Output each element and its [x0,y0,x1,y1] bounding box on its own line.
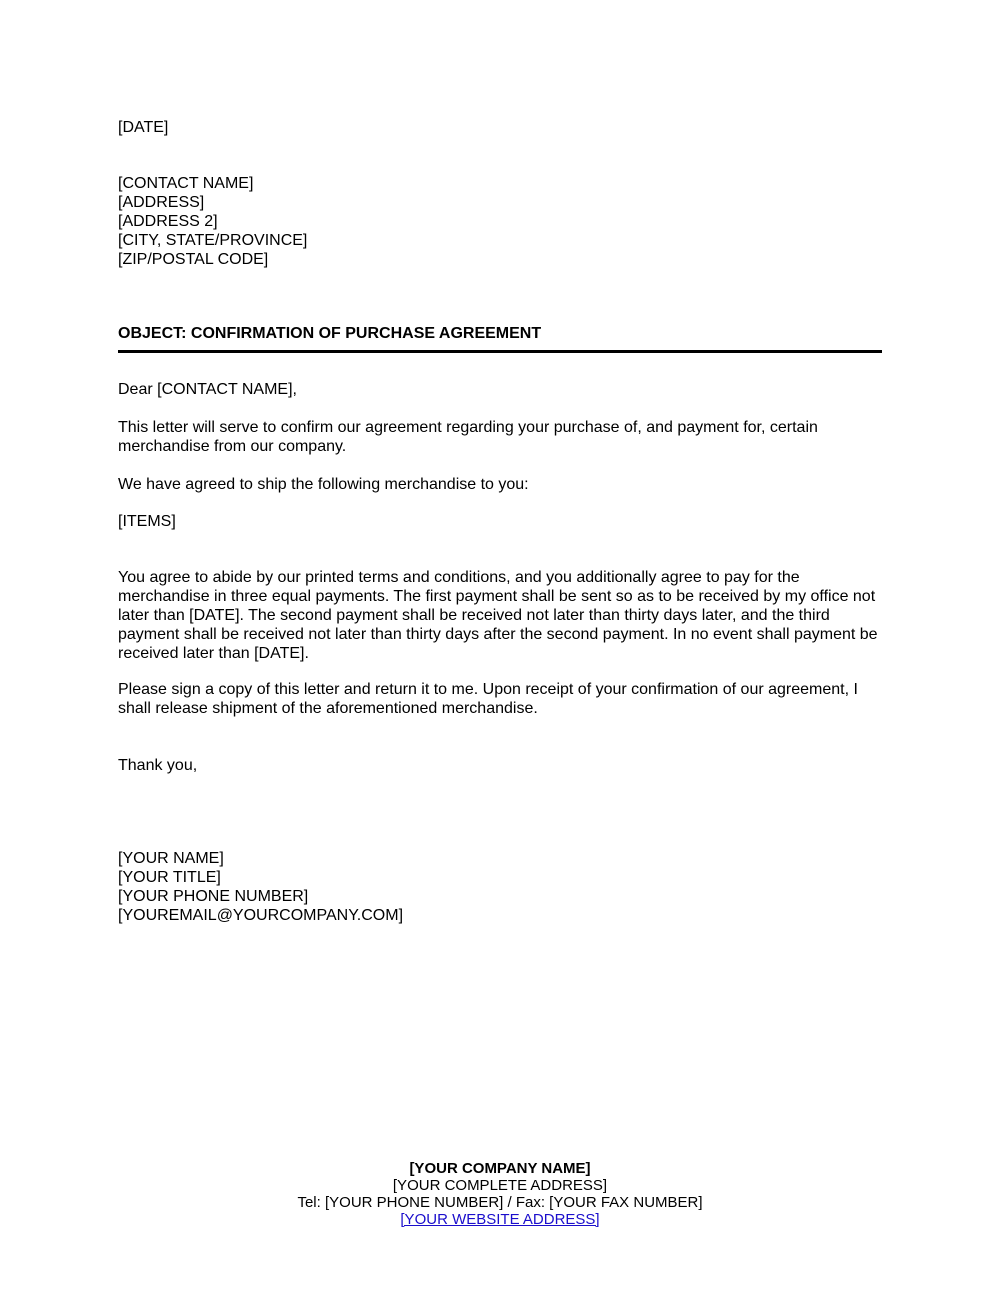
footer-website-link[interactable]: [YOUR WEBSITE ADDRESS] [400,1211,600,1228]
items-placeholder: [ITEMS] [118,513,176,530]
body-paragraph-3: You agree to abide by our printed terms and conditions, and you additionally agree to pay for the merchandise in three equal payments. The first payment shall be sent so as to be received by my office not later than [DATE]. The second payment shall be received not later than thirty days later, and the third payment shall be received not later than thirty days after the second payment. In no event shall payment be received later than [DATE]. [118,569,878,662]
subject-divider [118,350,882,353]
footer-address: [YOUR COMPLETE ADDRESS] [392,1177,608,1194]
recipient-zip: [ZIP/POSTAL CODE] [118,251,269,268]
date-block [118,118,882,137]
recipient-address: [ADDRESS] [118,194,205,211]
signature-block [118,849,882,925]
signature-title: [YOUR TITLE] [118,869,221,886]
signature-phone: [YOUR PHONE NUMBER] [118,888,309,905]
recipient-contact-name: [CONTACT NAME] [118,175,254,192]
footer-contact: Tel: [YOUR PHONE NUMBER] / Fax: [YOUR FAX NUMBER] [297,1194,703,1211]
footer-company-name: [YOUR COMPANY NAME] [409,1160,591,1177]
body-paragraph-2: We have agreed to ship the following merchandise to you: [118,476,529,493]
letter-footer [0,1160,1000,1228]
subject-heading: OBJECT: CONFIRMATION OF PURCHASE AGREEMENT [118,325,542,342]
body-paragraph-4: Please sign a copy of this letter and return it to me. Upon receipt of your confirmation of our agreement, I shall release shipment of the aforementioned merchandise. [118,681,858,717]
salutation: Dear [CONTACT NAME], [118,381,297,398]
letter-date: [DATE] [118,119,169,136]
body-paragraph-1: This letter will serve to confirm our agreement regarding your purchase of, and payment for, certain merchandise from our company. [118,419,818,455]
signature-email: [YOUREMAIL@YOURCOMPANY.COM] [118,907,404,924]
recipient-address-2: [ADDRESS 2] [118,213,218,230]
closing: Thank you, [118,757,198,774]
recipient-city-state: [CITY, STATE/PROVINCE] [118,232,308,249]
recipient-address-block [118,174,882,269]
signature-name: [YOUR NAME] [118,850,224,867]
